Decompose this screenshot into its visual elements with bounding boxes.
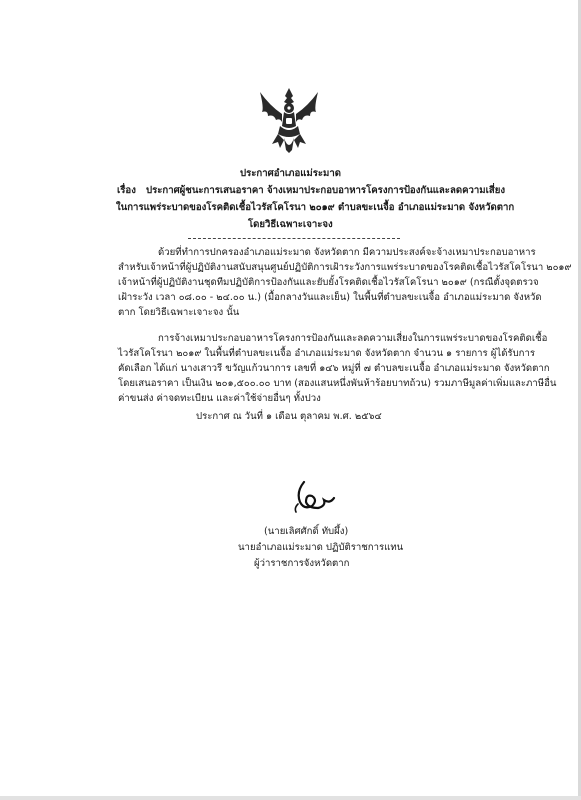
paragraph-line: การจ้างเหมาประกอบอาหารโครงการป้องกันและลดความเสี่ยงในการแพร่ระบาดของโรคติดเชื้อ (158, 333, 548, 344)
subject-line: ประกาศผู้ชนะการเสนอราคา จ้างเหมาประกอบอาหารโครงการป้องกันและลดความเสี่ยง (146, 185, 506, 196)
date-line: ประกาศ ณ วันที่ ๑ เดือน ตุลาคม พ.ศ. ๒๕๖๔ (196, 411, 382, 422)
paragraph-line: ตาก โดยวิธีเฉพาะเจาะจง นั้น (118, 307, 240, 318)
paragraph-line: เฝ้าระวัง เวลา ๐๘.๐๐ - ๒๔.๐๐ น.) (มื้อกลางวันและเย็น) ในพื้นที่ตำบลขะเนจื้อ อำเภอแม่ระมาด จังหวัด (118, 292, 542, 303)
paragraph-line: ด้วยที่ทำการปกครองอำเภอแม่ระมาด จังหวัดตาก มีความประสงค์จะจ้างเหมาประกอบอาหาร (158, 247, 536, 258)
paragraph-line: คัดเลือก ได้แก่ นางเสาวรี ขวัญแก้วนาการ เลขที่ ๑๔๖ หมู่ที่ ๗ ตำบลขะเนจื้อ อำเภอแม่ระมาด จังหวัดตาก (118, 363, 550, 374)
scan-bottom-edge (0, 796, 581, 800)
divider-line (188, 238, 400, 239)
paragraph-line: เจ้าหน้าที่ผู้ปฏิบัติงานชุดทีมปฏิบัติการป้องกันและยับยั้งโรคติดเชื้อไวรัสโคโรนา ๒๐๑๙ (กรณีตั้งจุดตรวจ (118, 277, 539, 288)
garuda-emblem-icon (254, 86, 324, 154)
signer-name: (นายเลิศศักดิ์ ทับผึ้ง) (264, 526, 349, 537)
document-heading: ประกาศอำเภอแม่ระมาด (240, 168, 341, 179)
subject-label: เรื่อง (117, 185, 136, 196)
signer-title: นายอำเภอแม่ระมาด ปฏิบัติราชการแทน (238, 542, 404, 553)
signature-icon (290, 478, 340, 514)
subject-line: โดยวิธีเฉพาะเจาะจง (248, 219, 333, 230)
paragraph-line: สำหรับเจ้าหน้าที่ผู้ปฏิบัติงานสนับสนุนศูนย์ปฏิบัติการเฝ้าระวังการแพร่ระบาดของโรคติดเชื้อไวรัสโคโรนา ๒๐๑๙ (118, 262, 572, 273)
paragraph-line: โดยเสนอราคา เป็นเงิน ๒๐๑,๕๐๐.๐๐ บาท (สองแสนหนึ่งพันห้าร้อยบาทถ้วน) รวมภาษีมูลค่าเพิ่มและภาษีอื่น (118, 378, 557, 389)
subject-line: ในการแพร่ระบาดของโรคติดเชื้อไวรัสโคโรนา ๒๐๑๙ ตำบลขะเนจื้อ อำเภอแม่ระมาด จังหวัดตาก (116, 202, 515, 213)
signer-title: ผู้ว่าราชการจังหวัดตาก (254, 558, 350, 569)
paragraph-line: ไวรัสโคโรนา ๒๐๑๙ ในพื้นที่ตำบลขะเนจื้อ อำเภอแม่ระมาด จังหวัดตาก จำนวน ๑ รายการ ผู้ได้รับการ (118, 348, 536, 359)
paragraph-line: ค่าขนส่ง ค่าจดทะเบียน และค่าใช้จ่ายอื่นๆ ทั้งปวง (118, 393, 321, 404)
